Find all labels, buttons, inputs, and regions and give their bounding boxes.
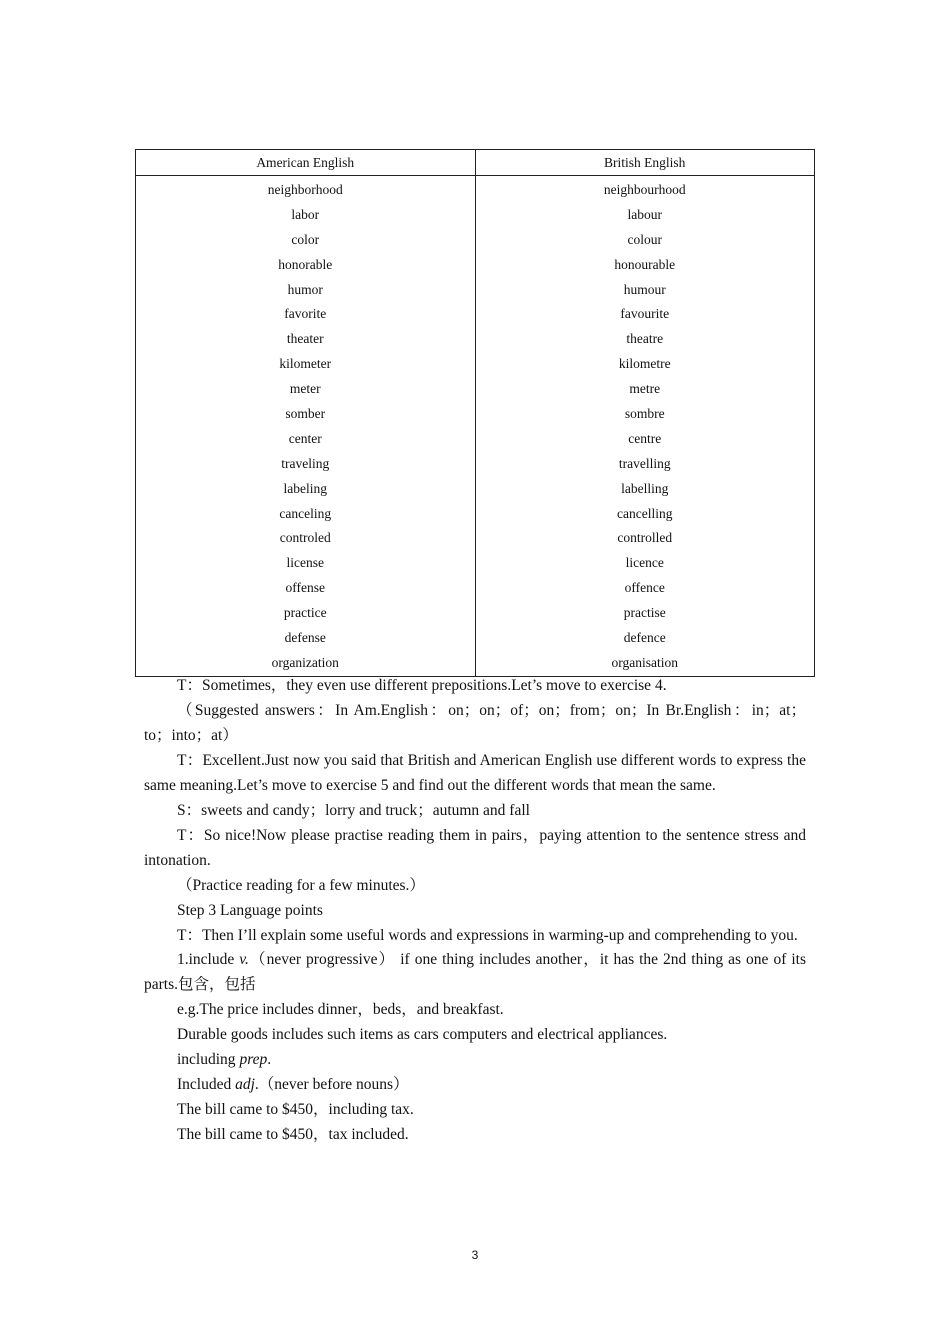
- part-of-speech: adj: [235, 1076, 255, 1094]
- british-word-cell: defence: [623, 630, 666, 646]
- british-column: [475, 176, 815, 676]
- american-word-cell: favorite: [284, 306, 327, 322]
- section-heading: Step 3 Language points: [177, 901, 323, 919]
- lesson-text: [144, 674, 806, 1148]
- part-of-speech: prep: [239, 1051, 268, 1069]
- british-word-cell: metre: [629, 381, 661, 397]
- paragraph: T：So nice!Now please practise reading them in pairs，paying attention to the sentence stress and intonation.: [144, 826, 806, 869]
- british-word-cell: labelling: [621, 480, 669, 496]
- british-word-cell: neighbourhood: [603, 182, 686, 197]
- british-word-cell: licence: [625, 555, 664, 571]
- american-word-cell: controled: [279, 530, 331, 546]
- british-word-cell: offence: [624, 580, 665, 596]
- text-run: .（never before nouns）: [254, 1076, 409, 1094]
- british-word-cell: travelling: [618, 455, 671, 471]
- american-word-cell: labeling: [283, 480, 327, 496]
- paragraph: e.g.The price includes dinner，beds，and breakfast.: [177, 1001, 504, 1019]
- header-british: British English: [475, 150, 815, 175]
- text-run: 1.include: [177, 951, 240, 969]
- paragraph: The bill came to $450，including tax.: [177, 1101, 414, 1119]
- paragraph: （Suggested answers：In Am.English：on；on；of；on；from；on；In Br.English：in；at；to；into；at）: [144, 701, 806, 744]
- american-column: [136, 176, 475, 676]
- paragraph: [144, 1048, 806, 1073]
- american-word-cell: labor: [291, 206, 320, 222]
- text-run: （never progressive） if one thing includes another，it has the 2nd thing as one of its parts.包含，包括: [144, 951, 806, 994]
- american-word-cell: somber: [285, 406, 326, 422]
- british-word-cell: organisation: [611, 654, 678, 670]
- paragraph: T：Then I’ll explain some useful words and expressions in warming-up and comprehending to you.: [177, 926, 798, 944]
- table-body: [136, 176, 814, 676]
- header-american: American English: [256, 155, 355, 170]
- paragraph: [144, 948, 806, 998]
- paragraph: T：Excellent.Just now you said that British and American English use different words to express the same meaning.Let’s move to exercise 5 and find out the different words that mean the same.: [144, 751, 806, 794]
- text-run: including: [177, 1051, 240, 1069]
- british-word-cell: colour: [627, 231, 662, 247]
- table-header: [136, 150, 814, 176]
- american-word-cell: organization: [271, 654, 339, 670]
- paragraph: Durable goods includes such items as cars computers and electrical appliances.: [177, 1026, 668, 1044]
- british-word-cell: controlled: [617, 530, 673, 546]
- vocabulary-table: [135, 149, 815, 677]
- british-word-cell: humour: [623, 281, 666, 297]
- text-run: Included: [177, 1076, 236, 1094]
- part-of-speech: v.: [239, 951, 249, 969]
- british-word-cell: practise: [623, 605, 666, 621]
- american-word-cell: offense: [285, 580, 325, 596]
- paragraph: （Practice reading for a few minutes.）: [177, 876, 425, 894]
- british-word-cell: favourite: [620, 306, 670, 322]
- british-word-cell: centre: [628, 430, 662, 446]
- american-word-cell: defense: [284, 630, 326, 646]
- american-word-cell: kilometer: [279, 356, 332, 372]
- british-word-cell: labour: [627, 206, 662, 222]
- british-word-cell: honourable: [614, 256, 676, 272]
- american-word-cell: neighborhood: [267, 182, 343, 197]
- american-word-cell: canceling: [279, 505, 332, 521]
- american-word-cell: honorable: [278, 256, 333, 272]
- american-word-cell: practice: [283, 605, 327, 621]
- paragraph: The bill came to $450，tax included.: [177, 1126, 409, 1144]
- paragraph: T：Sometimes，they even use different prepositions.Let’s move to exercise 4.: [177, 677, 667, 694]
- british-word-cell: cancelling: [617, 505, 673, 521]
- american-word-cell: humor: [287, 281, 323, 297]
- british-word-cell: theatre: [626, 331, 664, 347]
- text-run: .: [267, 1051, 272, 1069]
- american-word-cell: traveling: [281, 455, 330, 471]
- paragraph: [144, 1073, 806, 1098]
- american-word-cell: license: [286, 555, 324, 571]
- paragraph: S：sweets and candy；lorry and truck；autumn and fall: [177, 801, 530, 819]
- page-number: 3: [471, 1248, 479, 1262]
- british-word-cell: kilometre: [618, 356, 671, 372]
- american-word-cell: theater: [286, 331, 324, 347]
- american-word-cell: meter: [289, 381, 321, 397]
- american-word-cell: center: [288, 430, 322, 446]
- british-word-cell: sombre: [624, 406, 665, 422]
- american-word-cell: color: [291, 231, 320, 247]
